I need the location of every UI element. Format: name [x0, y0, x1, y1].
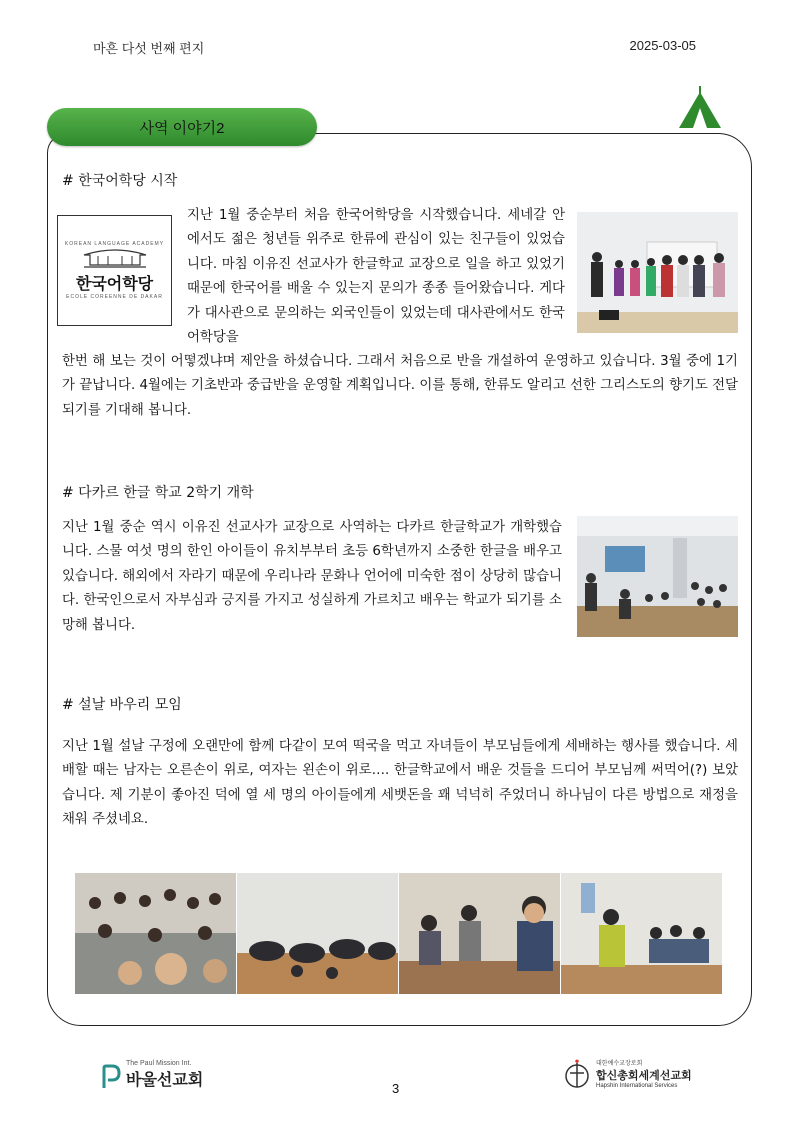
sec3-heading: # 설날 바우리 모임 — [62, 697, 182, 713]
paul-mission-name: 바울선교회 — [126, 1070, 204, 1089]
academy-group-photo — [577, 212, 738, 333]
section-title: 사역 이야기2 — [139, 119, 225, 137]
hapshin-logo — [562, 1058, 692, 1089]
korean-academy-logo — [57, 215, 172, 326]
hangul-school-photo — [577, 516, 738, 637]
sec3-para: 지난 1월 설날 구정에 오랜만에 함께 다같이 모여 떡국을 먹고 자녀들이 부모님들에게 세배하는 행사를 했습니다. 세배할 때는 남자는 오른손이 위로, 여자는 왼손이 위로…. 한글학교에서 배운 것들을 드디어 부모님께 써먹어(?) 보았습니다. 제 기분이 좋아진 덕에 열 세 명의 아이들에게 세뱃돈을 꽤 넉넉히 주었더니 하나님이 다른 방법으로 재정을 채워 주셨네요. — [62, 739, 738, 828]
sec2-para: 지난 1월 중순 역시 이유진 선교사가 교장으로 사역하는 다카르 한글학교가 개학했습니다. 스물 여섯 명의 한인 아이들이 유치부부터 초등 6학년까지 소중한 한글을 배우고 있습니다. 해외에서 자라기 때문에 우리나라 문화나 언어에 미숙한 점이 상당히 많습니다. 한국인으로서 자부심과 긍지를 가지고 성실하게 가르치고 배우는 학교가 되기를 소망해 봅니다. — [62, 520, 562, 633]
seollal-photo-1 — [75, 873, 236, 994]
letter-date: 2025-03-05 — [629, 38, 696, 53]
section-title-pill — [47, 108, 317, 146]
tent-icon — [677, 86, 723, 130]
letter-title: 마흔 다섯 번째 편지 — [93, 41, 205, 56]
hapshin-name: 합신총회세계선교회 — [596, 1069, 692, 1082]
seollal-photo-2 — [237, 873, 398, 994]
seollal-photo-3 — [399, 873, 560, 994]
sec1-heading: # 한국어학당 시작 — [62, 173, 178, 189]
sec1-para-top: 지난 1월 중순부터 처음 한국어학당을 시작했습니다. 세네갈 안에서도 젊은 청년들 위주로 한류에 관심이 있는 친구들이 있었습니다. 마침 이유진 선교사가 한글학교 교장으로 일을 하고 있었기 때문에 한국어를 배울 수 있는지 문의가 종종 들어왔습니다. 게다가 대사관으로 문의하는 외국인들이 있었는데 대사관에서도 한국어학당을 — [187, 208, 565, 346]
paul-mission-en: The Paul Mission Int. — [126, 1060, 192, 1067]
paul-mission-p-icon — [100, 1064, 122, 1090]
logo-big-text: 한국어학당 — [75, 274, 154, 293]
page-number: 3 — [392, 1081, 400, 1096]
hapshin-top: 대한예수교장로회 — [596, 1060, 643, 1067]
building-icon — [80, 247, 150, 269]
sec2-heading: # 다카르 한글 학교 2학기 개학 — [62, 485, 254, 501]
sec1-para-full: 한번 해 보는 것이 어떻겠냐며 제안을 하셨습니다. 그래서 처음으로 반을 개설하여 운영하고 있습니다. 3월 중에 1기가 끝납니다. 4월에는 기초반과 중급반을 운영할 계획입니다. 이를 통해, 한류도 알리고 선한 그리스도의 향기도 전달되기를 기대해 봅니다. — [62, 354, 738, 418]
logo-small-text: KOREAN LANGUAGE ACADEMY — [64, 241, 165, 247]
hapshin-en: Hapshin International Services — [596, 1083, 678, 1089]
paul-mission-logo — [100, 1060, 203, 1090]
hapshin-emblem-icon — [562, 1059, 592, 1089]
seollal-photo-4 — [561, 873, 722, 994]
logo-sub-text: ECOLE COREENNE DE DAKAR — [66, 294, 163, 300]
